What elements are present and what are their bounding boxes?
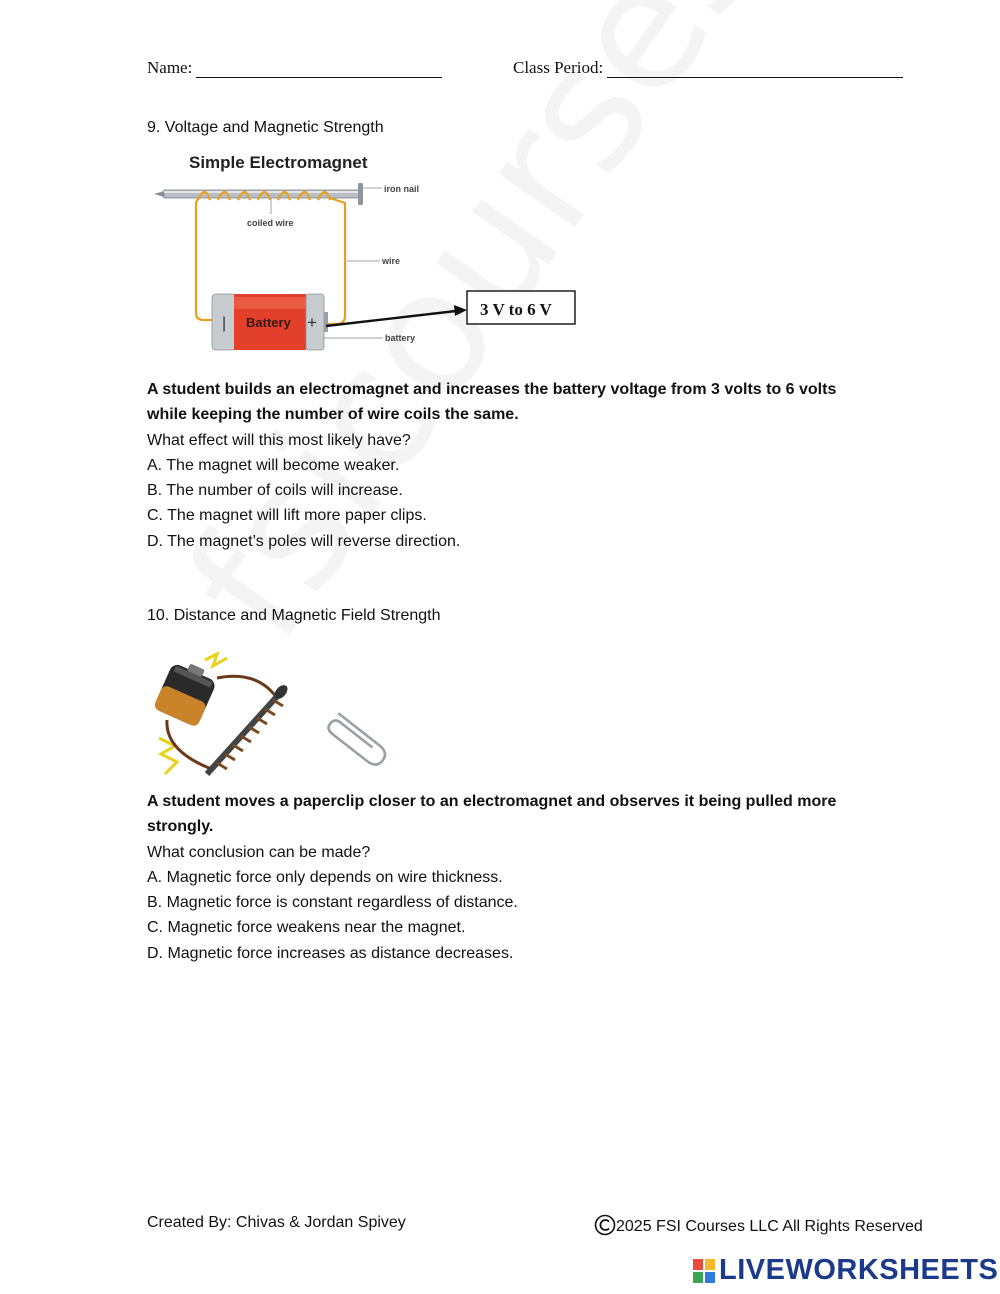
battery-text: Battery (246, 315, 291, 330)
wire-left (196, 198, 212, 320)
q10-option-a[interactable]: A. Magnetic force only depends on wire thickness. (147, 868, 503, 886)
q9-prompt: A student builds an electromagnet and increases the battery voltage from 3 volts to 6 volts while keeping the number of wire coils the same. (147, 381, 837, 424)
spark-top-icon (205, 654, 227, 666)
callout-arrowhead (454, 305, 467, 316)
coiled-nail-icon (207, 683, 290, 774)
label-coiled-wire: coiled wire (247, 218, 294, 228)
name-label: Name: (147, 58, 193, 77)
battery-plus: + (307, 313, 317, 332)
class-period-blank[interactable] (607, 61, 903, 78)
class-period-field (513, 58, 903, 78)
wire-right (324, 198, 345, 324)
class-period-label: Class Period: (513, 58, 604, 77)
label-wire: wire (382, 256, 401, 266)
battery (212, 294, 328, 350)
q10-option-d[interactable]: D. Magnetic force increases as distance decreases. (147, 944, 514, 962)
footer-created-by: Created By: Chivas & Jordan Spivey (147, 1214, 406, 1231)
label-battery: battery (385, 333, 416, 343)
q10-prompt: A student moves a paperclip closer to an electromagnet and observes it being pulled more strongly. (147, 793, 837, 836)
footer-copyright (594, 1214, 923, 1236)
liveworksheets-text: LIVEWORKSHEETS (719, 1254, 999, 1286)
q9-option-d[interactable]: D. The magnet’s poles will reverse direction. (147, 532, 461, 550)
name-blank[interactable] (196, 61, 442, 78)
q9-question: What effect will this most likely have? (147, 431, 411, 449)
q9-option-a[interactable]: A. The magnet will become weaker. (147, 456, 400, 474)
diagram-title: Simple Electromagnet (189, 153, 368, 172)
q10-body (147, 789, 867, 966)
electromagnet-illustration (147, 650, 397, 785)
q9-title: 9. Voltage and Magnetic Strength (147, 119, 384, 136)
q9-option-c[interactable]: C. The magnet will lift more paper clips. (147, 507, 427, 525)
q10-option-b[interactable]: B. Magnetic force is constant regardless of distance. (147, 894, 518, 912)
name-field (147, 58, 442, 78)
q9-body (147, 377, 867, 554)
copyright-icon (594, 1214, 616, 1236)
q10-question: What conclusion can be made? (147, 843, 371, 861)
copyright-text: 2025 FSI Courses LLC All Rights Reserved (616, 1218, 923, 1235)
q10-option-c[interactable]: C. Magnetic force weakens near the magnet. (147, 919, 466, 937)
iron-nail (154, 183, 363, 205)
label-iron-nail: iron nail (384, 184, 420, 194)
battery-minus: | (222, 315, 227, 332)
liveworksheets-logo-icon (693, 1259, 715, 1283)
battery-icon (153, 657, 220, 728)
paperclip-icon (326, 713, 389, 768)
electromagnet-diagram (150, 148, 590, 358)
q10-title: 10. Distance and Magnetic Field Strength (147, 607, 441, 624)
voltage-callout-text: 3 V to 6 V (480, 300, 552, 319)
liveworksheets-brand[interactable] (693, 1254, 998, 1287)
q9-option-b[interactable]: B. The number of coils will increase. (147, 482, 403, 500)
